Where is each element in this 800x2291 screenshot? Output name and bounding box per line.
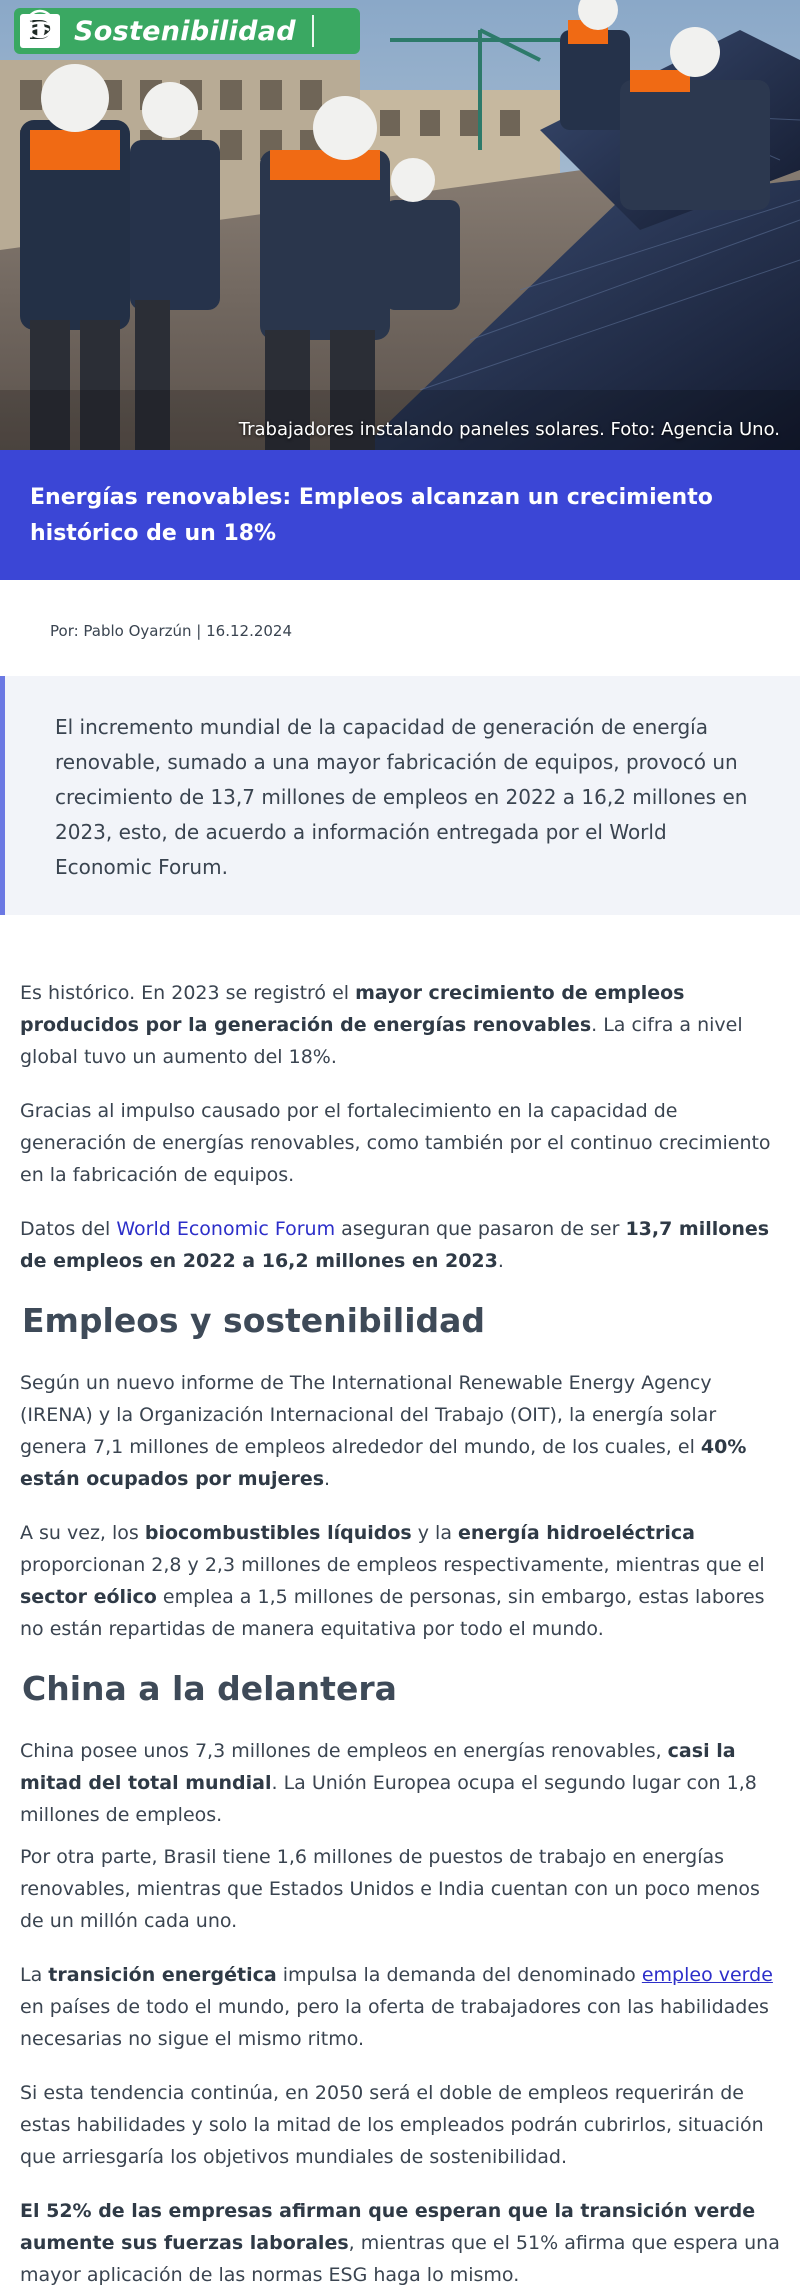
lead-text: El incremento mundial de la capacidad de generación de energía renovable, sumado a una mayor fabricación de equipos, provocó un crecimiento de 13,7 millones de empleos en 2022 a 16,2 millones en 2023, esto, de acuerdo a información entregada por el World Economic Forum. — [55, 715, 748, 879]
bold-text: mayor crecimiento de empleos producidos por la generación de energías renovables — [20, 982, 685, 1036]
bold-text: casi la mitad del total mundial — [20, 1740, 736, 1794]
text-run: proporcionan 2,8 y 2,3 millones de empleos respectivamente, mientras que el — [20, 1554, 765, 1576]
paragraph-1 — [20, 977, 780, 1073]
section-name: Sostenibilidad — [74, 15, 296, 47]
text-run: . — [497, 1250, 504, 1272]
text-run: China posee unos 7,3 millones de empleos en energías renovables, — [20, 1740, 668, 1762]
article-byline: Por: Pablo Oyarzún | 16.12.2024 — [50, 622, 293, 640]
article-title-band — [0, 450, 800, 580]
hero-image — [0, 0, 800, 450]
heading-empleos-y-sostenibilidad: Empleos y sostenibilidad — [22, 1301, 486, 1340]
text-run: . La cifra a nivel global tuvo un aumento del 18%. — [20, 1014, 743, 1068]
bold-text: energía hidroeléctrica — [458, 1522, 695, 1544]
bold-text: El 52% de las empresas afirman que esperan que la transición verde aumente sus fuerzas laborales — [20, 2200, 756, 2254]
article-title: Energías renovables: Empleos alcanzan un crecimiento histórico de un 18% — [30, 485, 713, 546]
paragraph-6 — [20, 1735, 780, 1831]
text-run: . — [324, 1468, 331, 1490]
text-run: en países de todo el mundo, pero la oferta de trabajadores con las habilidades necesarias no sigue el mismo ritmo. — [20, 1996, 769, 2050]
paragraph-4 — [20, 1367, 780, 1495]
bold-text: sector eólico — [20, 1586, 157, 1608]
text-run: . La Unión Europea ocupa el segundo lugar con 1,8 millones de empleos. — [20, 1772, 757, 1826]
text-run: Datos del — [20, 1218, 117, 1240]
text-run: y la — [411, 1522, 459, 1544]
heading-china-a-la-delantera: China a la delantera — [22, 1669, 397, 1708]
bold-text: 40% están ocupados por mujeres — [20, 1436, 747, 1490]
text-run: emplea a 1,5 millones de personas, sin embargo, estas labores no están repartidas de manera equitativa por todo el mundo. — [20, 1586, 765, 1640]
text-run: A su vez, los — [20, 1522, 145, 1544]
article-lead — [0, 676, 800, 915]
world-economic-forum-link[interactable]: World Economic Forum — [116, 1218, 336, 1240]
paragraph-7: Por otra parte, Brasil tiene 1,6 millones de puestos de trabajo en energías renovables, mientras que Estados Unidos e India cuentan con un poco menos de un millón cada uno. — [20, 1846, 760, 1932]
article-body — [0, 915, 800, 2291]
bold-text: transición energética — [48, 1964, 277, 1986]
logo-divider — [312, 15, 314, 47]
globe-icon — [24, 8, 56, 40]
logo-letter: D — [20, 14, 60, 48]
paragraph-2: Gracias al impulso causado por el fortalecimiento en la capacidad de generación de energías renovables, como también por el continuo crecimiento en la fabricación de equipos. — [20, 1100, 771, 1186]
empleo-verde-link[interactable]: empleo verde — [641, 1964, 773, 1986]
solar-workers-photo — [0, 0, 800, 450]
text-run: Es histórico. En 2023 se registró el — [20, 982, 356, 1004]
photo-caption: Trabajadores instalando paneles solares. Foto: Agencia Uno. — [238, 419, 780, 440]
paragraph-10 — [20, 2195, 780, 2291]
bold-text: biocombustibles líquidos — [144, 1522, 412, 1544]
paragraph-3 — [20, 1213, 780, 1277]
section-logo[interactable] — [14, 8, 360, 54]
text-run: Según un nuevo informe de The International Renewable Energy Agency (IRENA) y la Organización Internacional del Trabajo (OIT), la energía solar genera 7,1 millones de empleos alrededor del mundo, de los cuales, el — [20, 1372, 717, 1458]
text-run: , mientras que el 51% afirma que espera una mayor aplicación de las normas ESG haga lo mismo. — [20, 2232, 780, 2286]
text-run: aseguran que pasaron de ser — [335, 1218, 626, 1240]
bold-text: 13,7 millones de empleos en 2022 a 16,2 millones en 2023 — [20, 1218, 770, 1272]
paragraph-9: Si esta tendencia continúa, en 2050 será el doble de empleos requerirán de estas habilidades y solo la mitad de los empleados podrán cubrirlos, situación que arriesgaría los objetivos mundiales de sostenibilidad. — [20, 2082, 764, 2168]
paragraph-5 — [20, 1517, 780, 1645]
paragraph-8 — [20, 1959, 780, 2055]
text-run: impulsa la demanda del denominado — [276, 1964, 642, 1986]
text-run: La — [20, 1964, 49, 1986]
spacer — [0, 648, 800, 676]
